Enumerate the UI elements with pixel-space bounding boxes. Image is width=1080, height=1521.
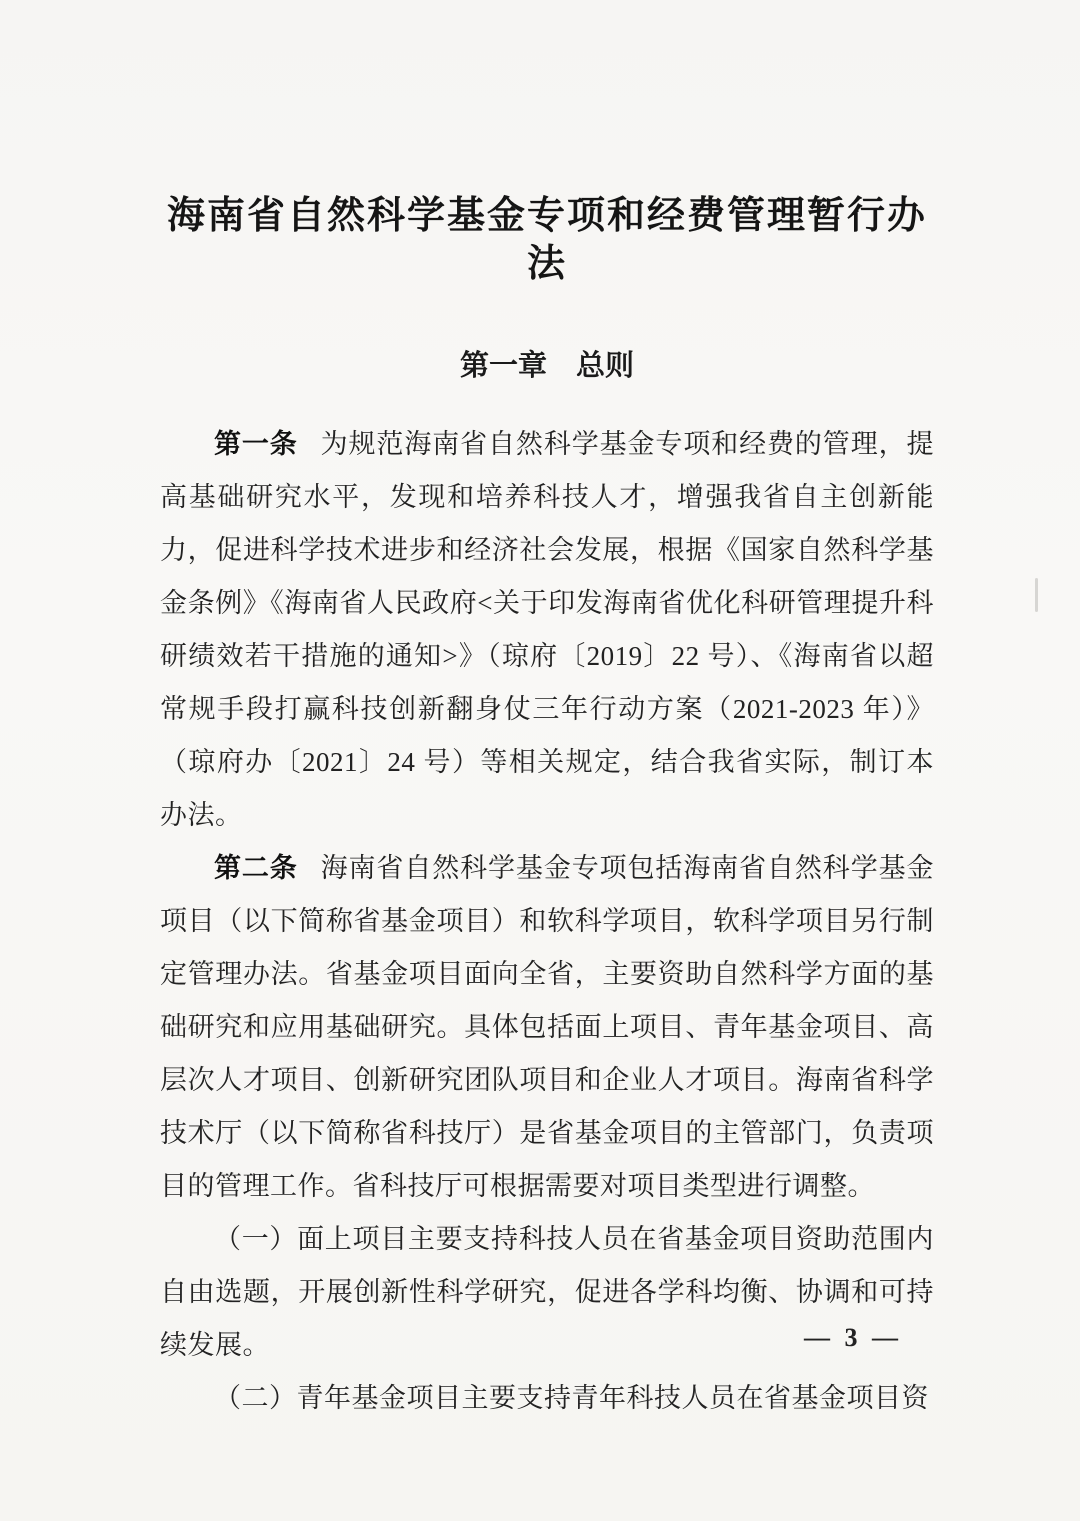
page-number: — 3 — <box>804 1323 902 1352</box>
document-title: 海南省自然科学基金专项和经费管理暂行办法 <box>166 195 927 285</box>
chapter-heading: 第一章 总则 <box>459 350 634 382</box>
article-2-label: 第二条 <box>214 853 298 883</box>
article-1-text: 为规范海南省自然科学基金专项和经费的管理，提高基础研究水平，发现和培养科技人才，增强我省自主创新能力，促进科学技术进步和经济社会发展，根据《国家自然科学基金条例》《海南省人民政府<关于印发海南省优化科研管理提升科研绩效若干措施的通知>》（琼府〔2019〕22 号）、《海南省以超常规手段打赢科技创新翻身仗三年行动方案（2021-2023 年）》（琼府办〔2021〕24 号）等相关规定，结合我省实际，制订本办法。 <box>160 429 935 830</box>
article-2-text: 海南省自然科学基金专项包括海南省自然科学基金项目（以下简称省基金项目）和软科学项目，软科学项目另行制定管理办法。省基金项目面向全省，主要资助自然科学方面的基础研究和应用基础研究。具体包括面上项目、青年基金项目、高层次人才项目、创新研究团队项目和企业人才项目。海南省科学技术厅（以下简称省科技厅）是省基金项目的主管部门，负责项目的管理工作。省科技厅可根据需要对项目类型进行调整。 <box>160 853 935 1201</box>
article-1-paragraph <box>160 418 934 842</box>
article-1-label: 第一条 <box>214 429 298 459</box>
scan-artifact-mark <box>1035 578 1038 612</box>
clause-2-paragraph: （二）青年基金项目主要支持青年科技人员在省基金项目资 <box>214 1383 929 1413</box>
clause-1-paragraph: （一）面上项目主要支持科技人员在省基金项目资助范围内自由选题，开展创新性科学研究，促进各学科均衡、协调和可持续发展。 <box>160 1224 934 1360</box>
article-2-paragraph <box>160 842 934 1213</box>
